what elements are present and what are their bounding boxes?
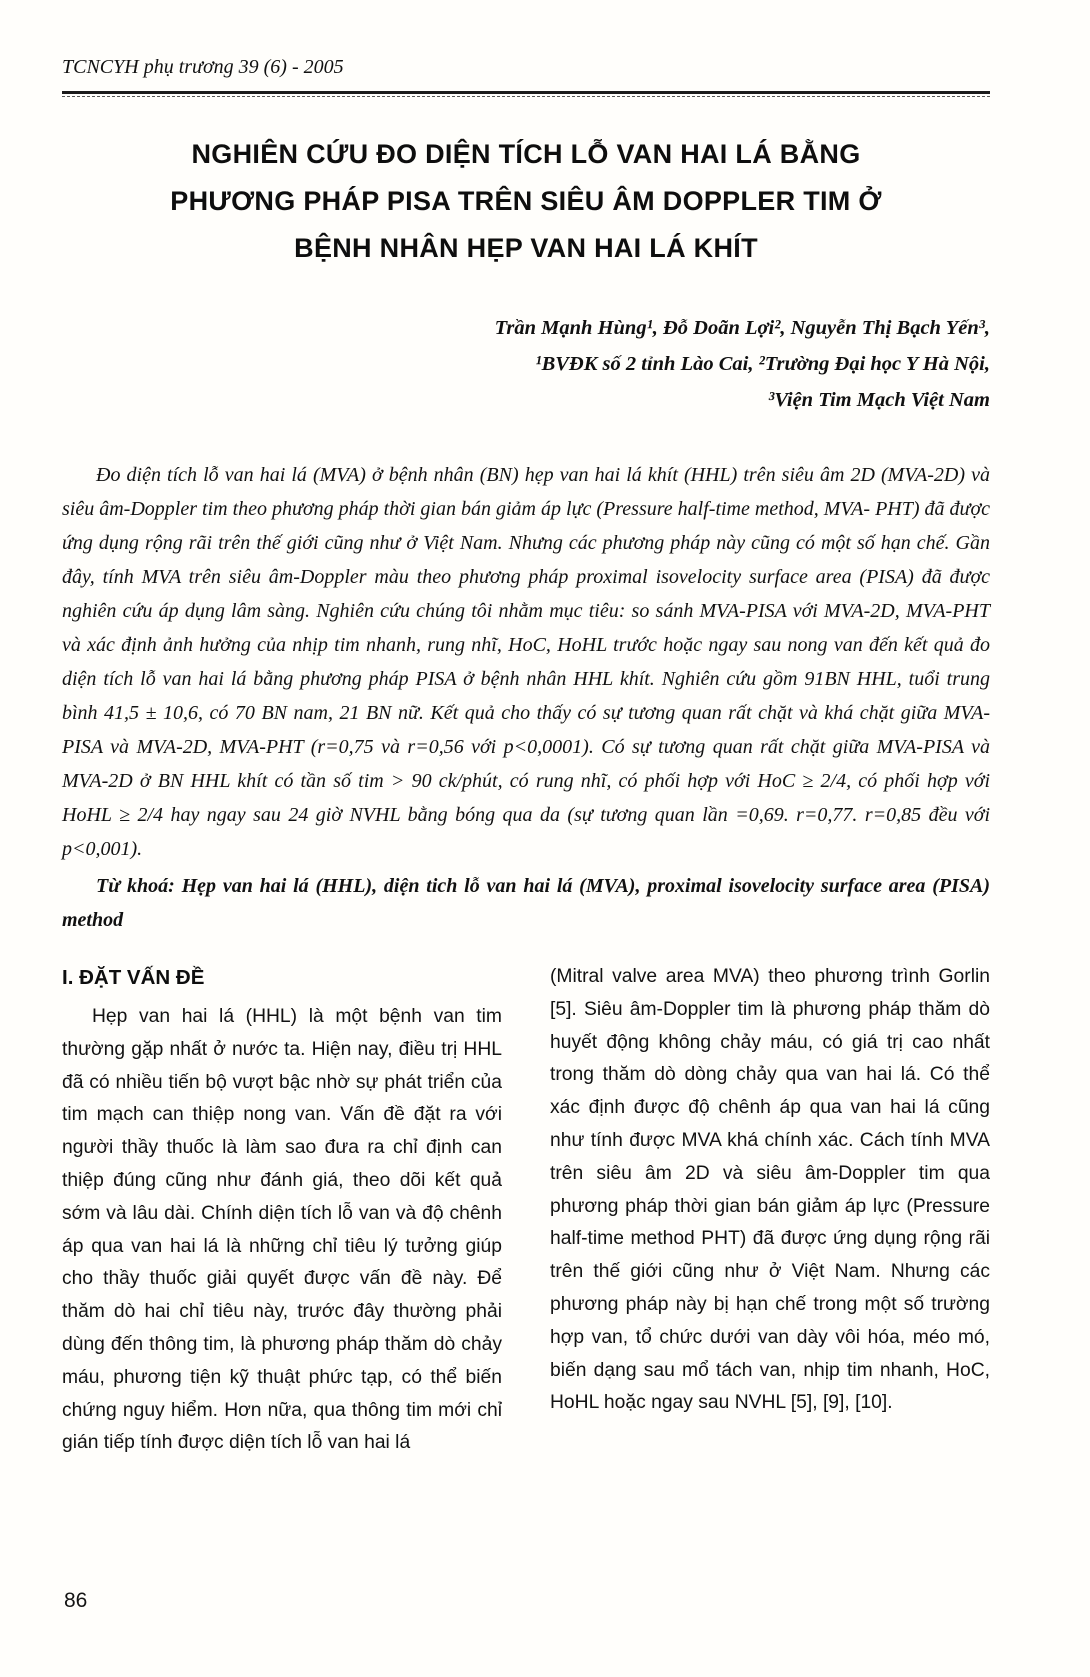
- left-column: [62, 961, 502, 1460]
- paper-title-line-1: NGHIÊN CỨU ĐO DIỆN TÍCH LỖ VAN HAI LÁ BẰNG: [191, 139, 861, 169]
- right-column: [550, 961, 990, 1460]
- authors-block: [62, 310, 990, 418]
- left-column-paragraph: Hẹp van hai lá (HHL) là một bệnh van tim thường gặp nhất ở nước ta. Hiện nay, điều trị HHL đã có nhiều tiến bộ vượt bậc nhờ sự phát triển của tim mạch can thiệp nong van. Vấn đề đặt ra với người thầy thuốc là làm sao đưa ra chỉ định can thiệp đúng cũng như đánh giá, theo dõi kết quả sớm và lâu dài. Chính diện tích lỗ van và độ chênh áp qua van hai lá là những chỉ tiêu lý tưởng giúp cho thầy thuốc giải quyết được vấn đề này. Để thăm dò hai chỉ tiêu này, trước đây thường phải dùng đến thông tim, là phương pháp thăm dò chảy máu, phương tiện kỹ thuật phức tạp, có thể biến chứng nguy hiểm. Hơn nữa, qua thông tim mới chỉ gián tiếp tính được diện tích lỗ van hai lá: [62, 1006, 502, 1454]
- journal-header: TCNCYH phụ trương 39 (6) - 2005: [62, 56, 344, 78]
- abstract-block: [62, 458, 990, 937]
- paper-title-line-2: PHƯƠNG PHÁP PISA TRÊN SIÊU ÂM DOPPLER TIM Ở: [170, 186, 882, 216]
- header-rule-dashed: [62, 96, 990, 97]
- body-columns: [62, 961, 990, 1460]
- header-rule-solid: [62, 91, 990, 94]
- section-heading-dat-van-de: I. ĐẶT VẤN ĐỀ: [62, 966, 205, 989]
- authors-line-2: ¹BVĐK số 2 tỉnh Lào Cai, ²Trường Đại học Y Hà Nội,: [535, 353, 990, 375]
- authors-line-1: Trần Mạnh Hùng¹, Đỗ Doãn Lợi², Nguyễn Thị Bạch Yến³,: [494, 317, 990, 339]
- abstract-text: Đo diện tích lỗ van hai lá (MVA) ở bệnh nhân (BN) hẹp van hai lá khít (HHL) trên siêu âm 2D (MVA-2D) và siêu âm-Doppler tim theo phương pháp thời gian bán giảm áp lực (Pressure half-time method, MVA- PHT) đã được ứng dụng rộng rãi trên thế giới cũng như ở Việt Nam. Nhưng các phương pháp này cũng có một số hạn chế. Gần đây, tính MVA trên siêu âm-Doppler màu theo phương pháp proximal isovelocity surface area (PISA) đã được nghiên cứu áp dụng lâm sàng. Nghiên cứu chúng tôi nhằm mục tiêu: so sánh MVA-PISA với MVA-2D, MVA-PHT và xác định ảnh hưởng của nhịp tim nhanh, rung nhĩ, HoC, HoHL trước hoặc ngay sau nong van đến kết quả đo diện tích lỗ van hai lá bằng phương pháp PISA ở bệnh nhân HHL khít. Nghiên cứu gồm 91BN HHL, tuổi trung bình 41,5 ± 10,6, có 70 BN nam, 21 BN nữ. Kết quả cho thấy có sự tương quan rất chặt và khá chặt giữa MVA-PISA và MVA-2D, MVA-PHT (r=0,75 và r=0,56 với p<0,0001). Có sự tương quan rất chặt giữa MVA-PISA và MVA-2D ở BN HHL khít có tần số tim > 90 ck/phút, có rung nhĩ, có phối hợp với HoC ≥ 2/4, có phối hợp với HoHL ≥ 2/4 hay ngay sau 24 giờ NVHL bằng bóng qua da (sự tương quan lần =0,69. r=0,77. r=0,85 đều với p<0,001).: [62, 464, 990, 860]
- header-rule: [62, 91, 990, 97]
- paper-title-line-3: BỆNH NHÂN HẸP VAN HAI LÁ KHÍT: [294, 233, 758, 263]
- authors-line-3: ³Viện Tim Mạch Việt Nam: [768, 389, 990, 411]
- keywords-line: Từ khoá: Hẹp van hai lá (HHL), diện tich lỗ van hai lá (MVA), proximal isovelocity surface area (PISA) method: [62, 875, 990, 931]
- page-number: 86: [64, 1589, 88, 1612]
- paper-title: [62, 131, 990, 272]
- right-column-paragraph: (Mitral valve area MVA) theo phương trình Gorlin [5]. Siêu âm-Doppler tim là phương pháp thăm dò huyết động không chảy máu, có giá trị cao nhất trong thăm dò dòng chảy qua van hai lá. Có thể xác định được độ chênh áp qua van hai lá cũng như tính được MVA khá chính xác. Cách tính MVA trên siêu âm 2D và siêu âm-Doppler tim qua phương pháp thời gian bán giảm áp lực (Pressure half-time method PHT) đã được ứng dụng rộng rãi trên thế giới cũng như ở Việt Nam. Nhưng các phương pháp này bị hạn chế trong một số trường hợp van, tổ chức dưới van dày vôi hóa, méo mó, biến dạng sau mổ tách van, nhịp tim nhanh, HoC, HoHL hoặc ngay sau NVHL [5], [9], [10].: [550, 966, 990, 1414]
